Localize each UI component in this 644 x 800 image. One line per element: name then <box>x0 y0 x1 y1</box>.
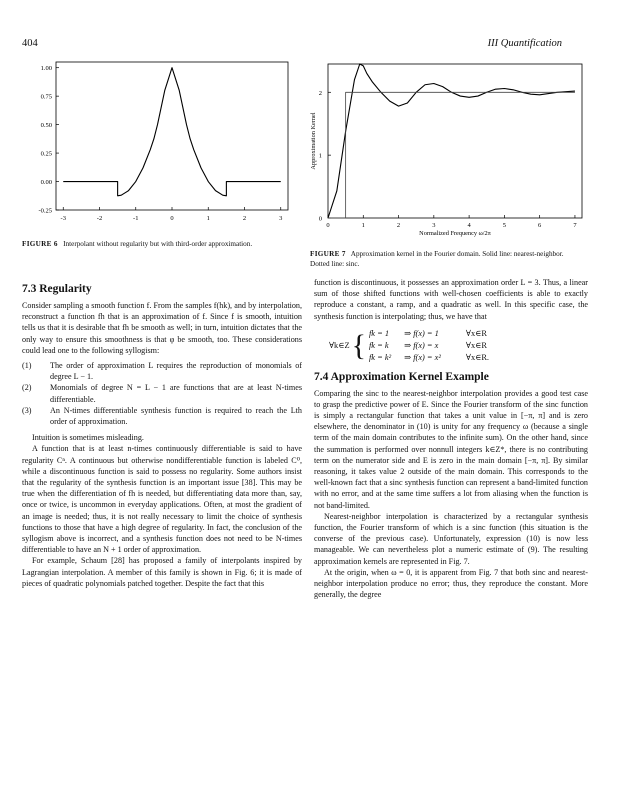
y-tick-label: 0.50 <box>40 122 52 130</box>
brace: { <box>351 329 366 363</box>
eq-rhs: ⇒ f(x) = 1 <box>404 328 439 338</box>
x-axis-label: Normalized Frequency ω/2π <box>419 230 491 237</box>
y-tick-label: 0.25 <box>40 150 52 158</box>
x-tick-label: 3 <box>432 222 436 229</box>
left-column <box>22 300 302 589</box>
figure-7-chart <box>306 62 592 250</box>
x-tick-label: 7 <box>573 222 577 229</box>
figure-6-caption <box>22 240 298 250</box>
list-item: (3) An N-times differentiable synthesis function is required to reach the Lth order of approximation. <box>22 405 302 427</box>
figure-6-caption-text: Interpolant without regularity but with third-order approximation. <box>63 240 253 248</box>
eq-lhs: fk = 1 <box>368 328 390 338</box>
x-tick-label: 6 <box>538 222 542 229</box>
y-tick-label: -0.25 <box>38 207 52 215</box>
syllogism-list <box>22 360 302 427</box>
eq-cond: ∀x∈R <box>465 341 487 351</box>
y-tick-label: 0.75 <box>40 93 52 101</box>
y-tick-label: 2 <box>318 89 322 97</box>
eq-lhs: fk = k <box>368 341 389 351</box>
paragraph: Intuition is sometimes misleading. <box>32 433 144 443</box>
list-item: (1) The order of approximation L requires the reproduction of monomials of degree L − 1. <box>22 361 302 382</box>
y-tick-label: 0.00 <box>40 179 52 187</box>
running-head: III Quantification <box>487 38 562 49</box>
right-column <box>314 277 588 600</box>
eq-rhs: ⇒ f(x) = x <box>404 341 439 351</box>
paragraph: For example, Schaum [28] has proposed a family of interpolants inspired by Lagrangian interpolation. A member of this family is shown in Fig. 6; it is made of pieces of quadratic polynomials patched together. Despite the fact that this <box>22 556 302 588</box>
nearest-neighbor-line <box>328 64 575 218</box>
paragraph: function is discontinuous, it possesses an approximation order L = 3. Thus, a linear sum of those shifted functions with well-chosen coefficients is able to exactly reproduce a constant, a ramp, and a quadratic as well. In this specific case, the synthesis function is interpolating; thus, we have that <box>314 278 588 321</box>
paragraph: Consider sampling a smooth function f. From the samples f(hk), and by interpolation, reconstruct a function fh that is an approximation of f. Since f is smooth, intuition tells us that it is desirable that fh be smooth as well; in turn, intuition dictates that the only way to ensure this smoothness is that φ be smooth, too. These considerations could lead one to the following syllogism: <box>22 301 302 355</box>
x-tick-label: 2 <box>242 215 247 222</box>
x-tick-label: -1 <box>133 215 139 222</box>
figure-6-label: FIGURE 6 <box>22 240 58 248</box>
list-item: (2) Monomials of degree N = L − 1 are functions that are at least N-times differentiable. <box>22 383 302 404</box>
equation-system <box>314 328 588 365</box>
x-tick-label: 1 <box>361 222 365 229</box>
figure-7-label: FIGURE 7 <box>310 250 346 258</box>
eq-rhs: ⇒ f(x) = x² <box>404 353 441 363</box>
section-7-3-title: 7.3 Regularity <box>22 283 92 295</box>
eq-lhs: fk = k² <box>368 353 392 363</box>
x-tick-label: 0 <box>326 222 330 229</box>
plot-frame <box>328 64 582 218</box>
x-tick-label: 5 <box>502 222 507 229</box>
eq-cond: ∀x∈R. <box>465 353 490 363</box>
paragraph: Comparing the sinc to the nearest-neighbor interpolation provides a good test case to grasp the predictive power of E. Since the Fourier transform of the sinc function is simply a rectangular function that takes a unit value in [−π, π] and is zero elsewhere, the denominator in (10) is unity for any frequency ω (because a single term of the main domain contributes to the infinite sum). On the other hand, since the summation is performed over nonnull integers k∈Z*, there is no contributing term on the numerator side and E is zero in the main domain [−π, π]. By similar reasoning, it takes value 2 outside of the main domain. This corresponds to the well-known fact that a sinc synthesis function can represent a band-limited function with no error, and at the same time suffers a lot from aliasing when the function is not band-limited. <box>314 388 588 510</box>
figure-7-caption <box>310 250 580 269</box>
plot-frame <box>56 62 288 210</box>
figure-7-caption-text: Approximation kernel in the Fourier domain. Solid line: nearest-neighbor. Dotted line: sinc. <box>310 250 564 268</box>
x-tick-label: 4 <box>467 222 471 229</box>
y-axis-label: Approximation Kernel <box>310 112 317 170</box>
x-tick-label: -2 <box>96 215 103 222</box>
paragraph: Nearest-neighbor interpolation is characterized by a rectangular synthesis function, the Fourier transform of which is a sinc function (this situation is the converse of the previous case). Unfortunately, expression (10) is now less manageable. We can nevertheless plot a numeric estimate of (9). The resulting approximation kernels are represented in Fig. 7. <box>314 511 588 566</box>
x-tick-label: -3 <box>60 215 66 222</box>
y-tick-label: 1.00 <box>40 65 52 73</box>
y-tick-label: 0 <box>318 215 322 223</box>
x-tick-label: 0 <box>170 215 174 222</box>
sinc-line <box>328 92 575 218</box>
x-tick-label: 3 <box>279 215 283 222</box>
section-7-4-title: 7.4 Approximation Kernel Example <box>314 371 489 384</box>
figure-6-chart <box>18 56 298 232</box>
x-tick-label: 2 <box>396 222 401 229</box>
paragraph: At the origin, when ω = 0, it is apparent from Fig. 7 that both sinc and nearest-neighbor interpolation produce no error; thus, they reproduce the constant. More generally, the degree <box>314 567 588 600</box>
y-tick-label: 1 <box>318 152 322 160</box>
eq-cond: ∀x∈R <box>465 328 487 338</box>
interpolant-line <box>63 68 281 196</box>
x-tick-label: 1 <box>206 215 210 222</box>
forall-prefix: ∀k∈Z <box>329 341 350 351</box>
paragraph: A function that is at least n-times continuously differentiable is said to have regularity Cⁿ. A continuous but otherwise nondifferentiable function is labeled C⁰, while a discontinuous function is said to possess no regularity. Some authors insist that the regularity of the synthesis function is an important issue [38]. This may be true when the differentiation of fh is needed, but differentiating data more than, say, once or twice, is uncommon in everyday applications. Often, at most the gradient of an image is needed; thus, it is not really necessary to limit the choice of synthesis functions to those that have a high degree of regularity. In fact, the conclusion of the syllogism above is incorrect, and a synthesis function does not need to be N-times differentiable to have an N + 1 order of approximation. <box>22 444 302 555</box>
page-number: 404 <box>22 38 38 49</box>
